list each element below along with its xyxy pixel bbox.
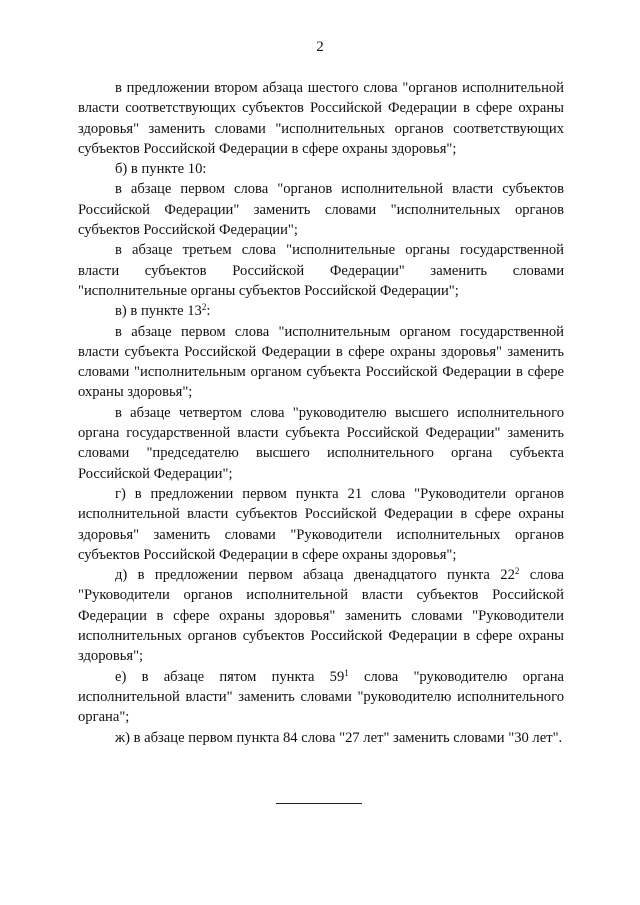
superscript-index: 2 xyxy=(514,566,520,577)
paragraph-item-zh xyxy=(78,728,564,748)
paragraph-text: в) в пункте 13 xyxy=(115,303,202,320)
paragraph-item-d xyxy=(78,565,564,666)
paragraph-text: д) в предложении первом абзаца двенадцатого пункта 22 xyxy=(115,567,515,584)
paragraph-text: б) в пункте 10: xyxy=(115,161,207,178)
paragraph-item-v-first-abzac xyxy=(78,322,564,403)
paragraph-item-b-third-abzac xyxy=(78,240,564,301)
paragraph-item-g xyxy=(78,484,564,565)
paragraph-text-after: слова "руководителю органа исполнительной власти" заменить словами "руководителю исполнительного органа"; xyxy=(78,668,565,726)
closing-divider-line xyxy=(276,803,362,804)
paragraph-text: в абзаце четвертом слова "руководителю высшего исполнительного органа государственной власти субъекта Российской Федерации" заменить словами "председателю высшего исполнительного органа субъекта Российской Федерации"; xyxy=(78,404,564,482)
paragraph-text: е) в абзаце пятом пункта 59 xyxy=(115,668,345,685)
paragraph-item-v-fourth-abzac xyxy=(78,403,564,484)
page-number: 2 xyxy=(316,39,324,55)
paragraph-sentence-two-replacement xyxy=(78,78,564,159)
paragraph-item-b-first-abzac xyxy=(78,179,564,240)
paragraph-item-v xyxy=(78,301,564,321)
superscript-index: 2 xyxy=(201,302,207,313)
paragraph-text: в абзаце третьем слова "исполнительные органы государственной власти субъектов Российской Федерации" заменить словами "исполнительные органы субъектов Российской Федерации"; xyxy=(78,242,564,299)
paragraph-text: в предложении втором абзаца шестого слова "органов исполнительной власти соответствующих субъектов Российской Федерации в сфере охраны здоровья" заменить словами "исполнительных органов соответствующих субъектов Российской Федерации в сфере охраны здоровья"; xyxy=(78,80,564,157)
paragraph-item-e xyxy=(78,667,564,728)
superscript-index: 1 xyxy=(344,667,349,678)
paragraph-text: г) в предложении первом пункта 21 слова "Руководители органов исполнительной власти субъектов Российской Федерации в сфере охраны здоровья" заменить словами "Руководители исполнительных органов субъектов Российской Федерации в сфере охраны здоровья"; xyxy=(78,485,564,563)
paragraph-text: в абзаце первом слова "исполнительным органом государственной власти субъекта Российской Федерации в сфере охраны здоровья" заменить словами "исполнительным органом субъекта Российской Федерации в сфере охраны здоровья"; xyxy=(78,323,564,401)
paragraph-text: ж) в абзаце первом пункта 84 слова "27 лет" заменить словами "30 лет". xyxy=(115,729,563,746)
paragraph-item-b xyxy=(78,159,564,179)
document-body xyxy=(78,78,564,748)
paragraph-text-after: : xyxy=(206,303,211,320)
paragraph-text-after: слова "Руководители органов исполнительной власти субъектов Российской Федерации в сфере охраны здоровья" заменить словами "Руководители исполнительных органов субъектов Российской Федерации в сфере охраны здоровья"; xyxy=(78,567,565,665)
paragraph-text: в абзаце первом слова "органов исполнительной власти субъектов Российской Федерации" заменить словами "исполнительных органов субъектов Российской Федерации"; xyxy=(78,181,564,239)
